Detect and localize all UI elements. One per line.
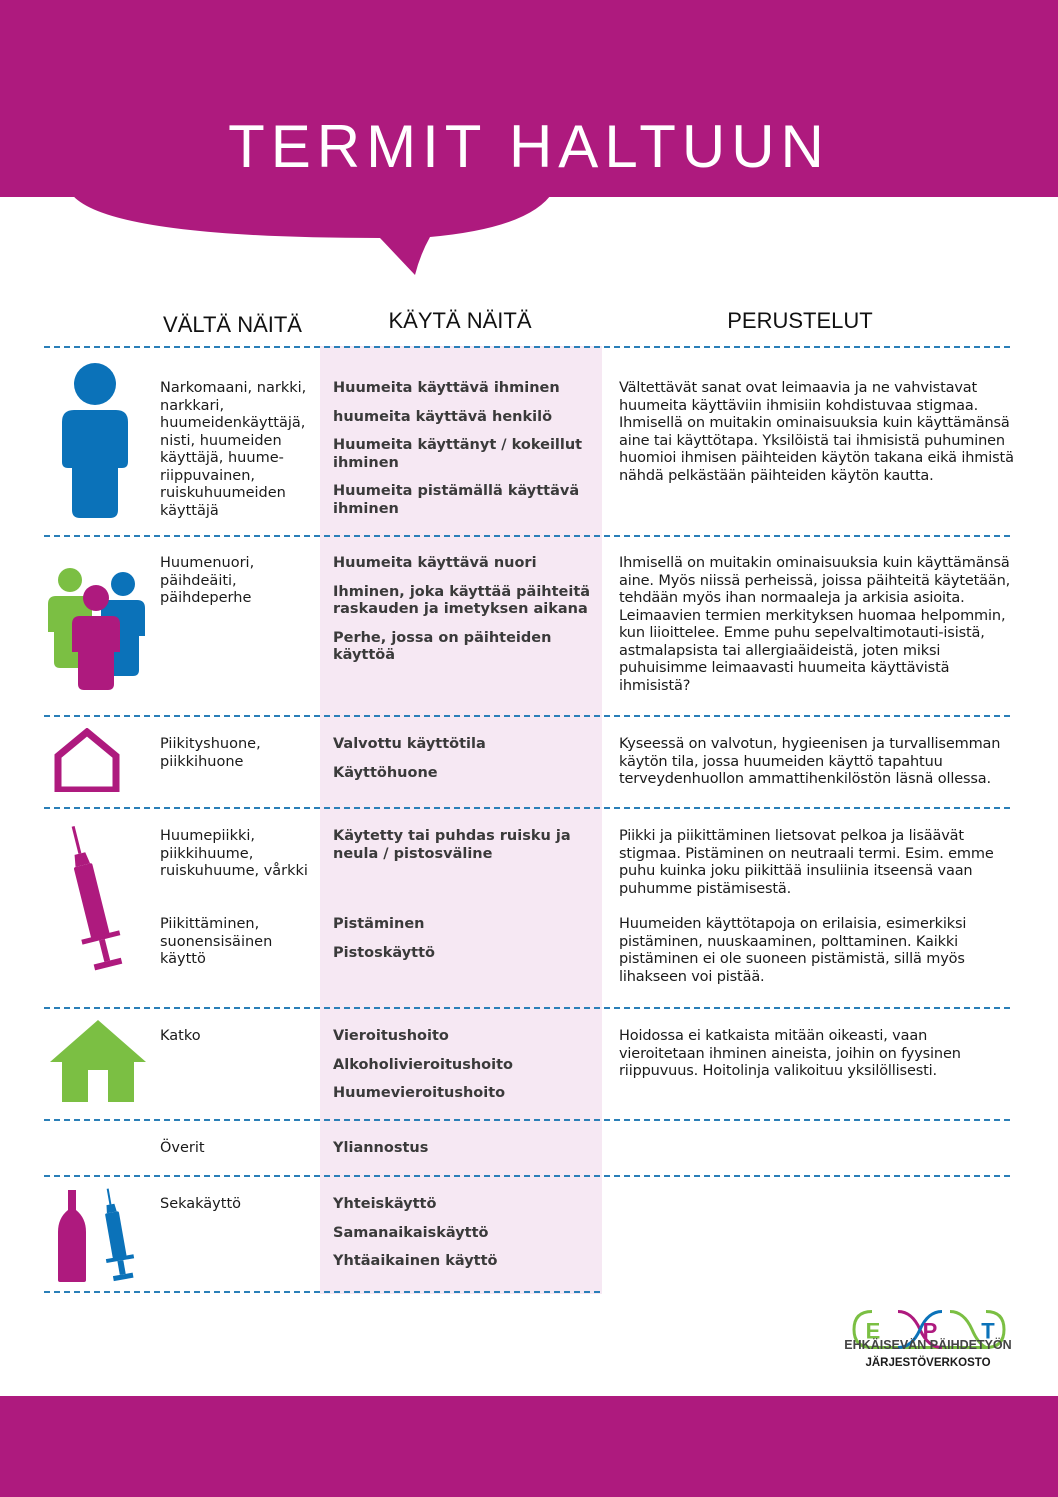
row-divider: [44, 535, 1010, 537]
row-divider: [44, 1291, 600, 1293]
row1-avoid: [160, 380, 312, 531]
row2-use: [333, 555, 595, 676]
row1-reason: [619, 380, 1014, 502]
use-term: Pistoskäyttö: [333, 944, 436, 961]
avoid-term: Piikityshuone, piikkihuone: [160, 736, 261, 770]
header-avoid: VÄLTÄ NÄITÄ: [163, 312, 302, 337]
use-term: Huumeita käyttävä nuori: [333, 555, 537, 571]
use-term: Valvottu käyttötila: [333, 736, 486, 752]
row-divider: [44, 1175, 1010, 1177]
page-title: TERMIT HALTUUN: [228, 113, 830, 180]
use-term: Huumevieroitushoito: [333, 1085, 506, 1101]
use-term: Yliannostus: [333, 1140, 429, 1156]
row5-use: [333, 1028, 595, 1114]
use-term: Ihminen, joka käyttää päihteitä raskauden ja imetyksen aikana: [333, 583, 591, 617]
row3-reason: [619, 736, 1014, 806]
reason-text: Kyseessä on valvotun, hygieenisen ja turvallisemman käytön tila, jossa huumeiden käyttö tapahtuu terveydenhuollon ammattihenkilöstön läsnä ollessa.: [619, 736, 1001, 787]
use-term: Käyttöhuone: [333, 764, 438, 781]
logo-letter-e: E: [865, 1318, 881, 1344]
avoid-term: Överit: [160, 1140, 205, 1156]
avoid-term: Sekakäyttö: [160, 1196, 242, 1212]
row4-reason: [619, 828, 1014, 1003]
header-reason: PERUSTELUT: [727, 308, 873, 333]
use-term: Perhe, jossa on päihteiden käyttöä: [333, 629, 552, 663]
use-term: Huumeita käyttänyt / kokeillut ihminen: [333, 437, 583, 471]
row3-use: [333, 736, 595, 793]
logo-letter-p: P: [922, 1318, 938, 1344]
logo-text-line2: JÄRJESTÖVERKOSTO: [865, 1357, 991, 1369]
use-term: Yhteiskäyttö: [333, 1196, 437, 1212]
family-icon: [46, 566, 146, 692]
row7-use: [333, 1196, 595, 1282]
reason-text: Piikki ja piikittäminen lietsovat pelkoa ja lisäävät stigmaa. Pistäminen on neutraali termi. Esim. emme puhu kuinka joku piikittää insuliinia itseensä vaan puhumme pistämisestä.: [619, 828, 994, 897]
use-term: Alkoholivieroitushoito: [333, 1056, 514, 1073]
use-term: huumeita käyttävä henkilö: [333, 408, 553, 425]
row4-use: [333, 828, 595, 973]
row7-avoid: [160, 1196, 312, 1225]
avoid-term: Piikittäminen, suonensisäinen käyttö: [160, 916, 273, 967]
avoid-term: Huumepiikki, piikkihuume, ruiskuhuume, vårkki: [160, 828, 308, 879]
use-term: Pistäminen: [333, 916, 425, 932]
reason-text: Ihmisellä on muitakin ominaisuuksia kuin käyttämänsä aine. Myös niissä perheissä, joissa päihteitä käytetään, tehdään myös ihan normaaleja ja arkisia asioita. Leimaavien termien merkityksen huomaa helpommin, kun liioittelee. Emme puhu sepelvaltimotauti-isistä, astmalapsista tai allergiaäideistä, joten miksi puhuisimme leimaavasti huumeita käyttävistä ihmisistä?: [619, 555, 1011, 694]
row-divider: [44, 715, 1010, 717]
footer-bar: [0, 1396, 1058, 1497]
use-term: Huumeita pistämällä käyttävä ihminen: [333, 483, 580, 517]
row6-avoid: [160, 1140, 312, 1169]
avoid-term: Huumenuori, päihdeäiti, päihdeperhe: [160, 555, 255, 606]
header-use: KÄYTÄ NÄITÄ: [388, 308, 532, 333]
use-term: Huumeita käyttävä ihminen: [333, 380, 560, 396]
row6-use: [333, 1140, 595, 1169]
reason-text: Vältettävät sanat ovat leimaavia ja ne vahvistavat huumeita käyttäviin ihmisiin kohdistuvaa stigmaa. Ihmisellä on muitakin ominaisuuksia kuin käyttämänsä aine tai käyttötapa. Yksilöistä tai ihmisistä puhuminen huomioi ihmisen päihteiden käytön takana eikä ihmistä nähdä pelkästään päihteiden käytön kautta.: [619, 380, 1014, 484]
logo-letter-t: T: [981, 1318, 995, 1344]
bottle-syringe-icon: [56, 1188, 142, 1284]
row1-use: [333, 380, 595, 529]
row5-reason: [619, 1028, 1014, 1098]
row2-avoid: [160, 555, 312, 619]
use-term: Vieroitushoito: [333, 1028, 449, 1044]
row2-reason: [619, 555, 1014, 712]
syringe-icon: [56, 822, 128, 978]
use-term: Samanaikaiskäyttö: [333, 1224, 489, 1241]
row-divider: [44, 346, 1010, 348]
house-icon: [48, 1018, 148, 1104]
row3-avoid: [160, 736, 312, 782]
row-divider: [44, 807, 1010, 809]
logo-text-line1: EHKÄISEVÄN PÄIHDETYÖN: [844, 1338, 1012, 1352]
row-divider: [44, 1007, 1010, 1009]
row-divider: [44, 1119, 1010, 1121]
reason-text: Hoidossa ei katkaista mitään oikeasti, vaan vieroitetaan ihminen aineista, joihin on fyysinen riippuvuus. Hoitolinja valikoituu yksilöllisesti.: [619, 1028, 961, 1079]
use-term: Käytetty tai puhdas ruisku ja neula / pistosväline: [333, 828, 571, 862]
house-outline-icon: [54, 728, 120, 792]
reason-text: Huumeiden käyttötapoja on erilaisia, esimerkiksi pistäminen, nuuskaaminen, polttaminen. Kaikki pistäminen ei ole suoneen pistämistä, sillä myös lihakseen voi pistää.: [619, 916, 967, 985]
row4-avoid: [160, 828, 312, 980]
row5-avoid: [160, 1028, 312, 1057]
person-icon: [60, 362, 130, 520]
use-term: Yhtäaikainen käyttö: [333, 1253, 498, 1269]
avoid-term: Narkomaani, narkki, narkkari, huumeidenkäyttäjä, nisti, huumeiden käyttäjä, huume-riippuvainen, ruiskuhuumeiden käyttäjä: [160, 380, 307, 519]
avoid-term: Katko: [160, 1028, 201, 1044]
